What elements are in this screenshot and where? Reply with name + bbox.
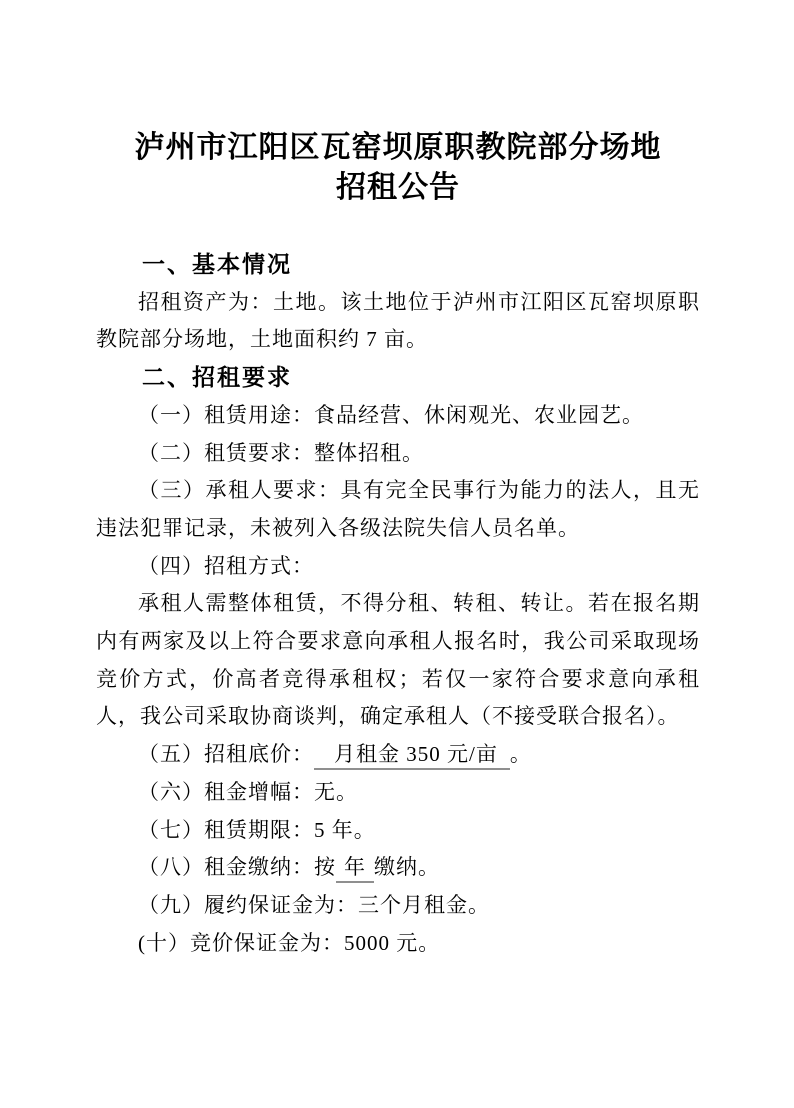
item-rental-requirement: （二）租赁要求：整体招租。: [138, 440, 424, 465]
item-base-price-label: （五）招租底价：: [138, 742, 314, 767]
item-base-price-period: 。: [509, 742, 532, 767]
rent-payment-underlined-value: 年: [336, 854, 374, 883]
item-rent-increase: （六）租金增幅：无。: [138, 779, 358, 804]
item-performance-deposit: （九）履约保证金为：三个月租金。: [138, 892, 490, 917]
section-heading-basic-info: 一、基本情况: [142, 251, 292, 277]
document-title-line2: 招租公告: [336, 171, 460, 204]
paragraph-asset-info: 招租资产为：土地。该土地位于泸州市江阳区瓦窑坝原职教院部分场地，土地面积约 7 亩。: [96, 289, 700, 352]
document-body: [96, 246, 700, 962]
item-rent-payment-suffix: 缴纳。: [374, 855, 440, 880]
item-tenant-requirement: （三）承租人要求：具有完全民事行为能力的法人，且无违法犯罪记录，未被列入各级法院失信人员名单。: [96, 478, 700, 540]
item-rent-payment-label: （八）租金缴纳：按: [138, 855, 336, 880]
item-rental-method-label: （四）招租方式：: [138, 553, 314, 578]
base-price-underlined-value: 月租金 350 元/亩: [314, 741, 510, 770]
document-title-line1: 泸州市江阳区瓦窑坝原职教院部分场地: [134, 131, 662, 164]
item-base-price: [96, 736, 700, 774]
paragraph-rental-method-detail: 承租人需整体租赁，不得分租、转租、转让。若在报名期内有两家及以上符合要求意向承租人报名时，我公司采取现场竞价方式，价高者竞得承租权；若仅一家符合要求意向承租人，我公司采取协商谈判，确定承租人（不接受联合报名）。: [96, 591, 700, 729]
document-title: [96, 128, 700, 208]
item-lease-term: （七）租赁期限：5 年。: [138, 817, 376, 842]
item-rental-purpose: （一）租赁用途：食品经营、休闲观光、农业园艺。: [138, 402, 644, 427]
section-heading-rental-requirements: 二、招租要求: [142, 364, 292, 391]
item-rent-payment: [96, 849, 700, 887]
item-bidding-deposit: (十）竞价保证金为：5000 元。: [138, 930, 441, 955]
